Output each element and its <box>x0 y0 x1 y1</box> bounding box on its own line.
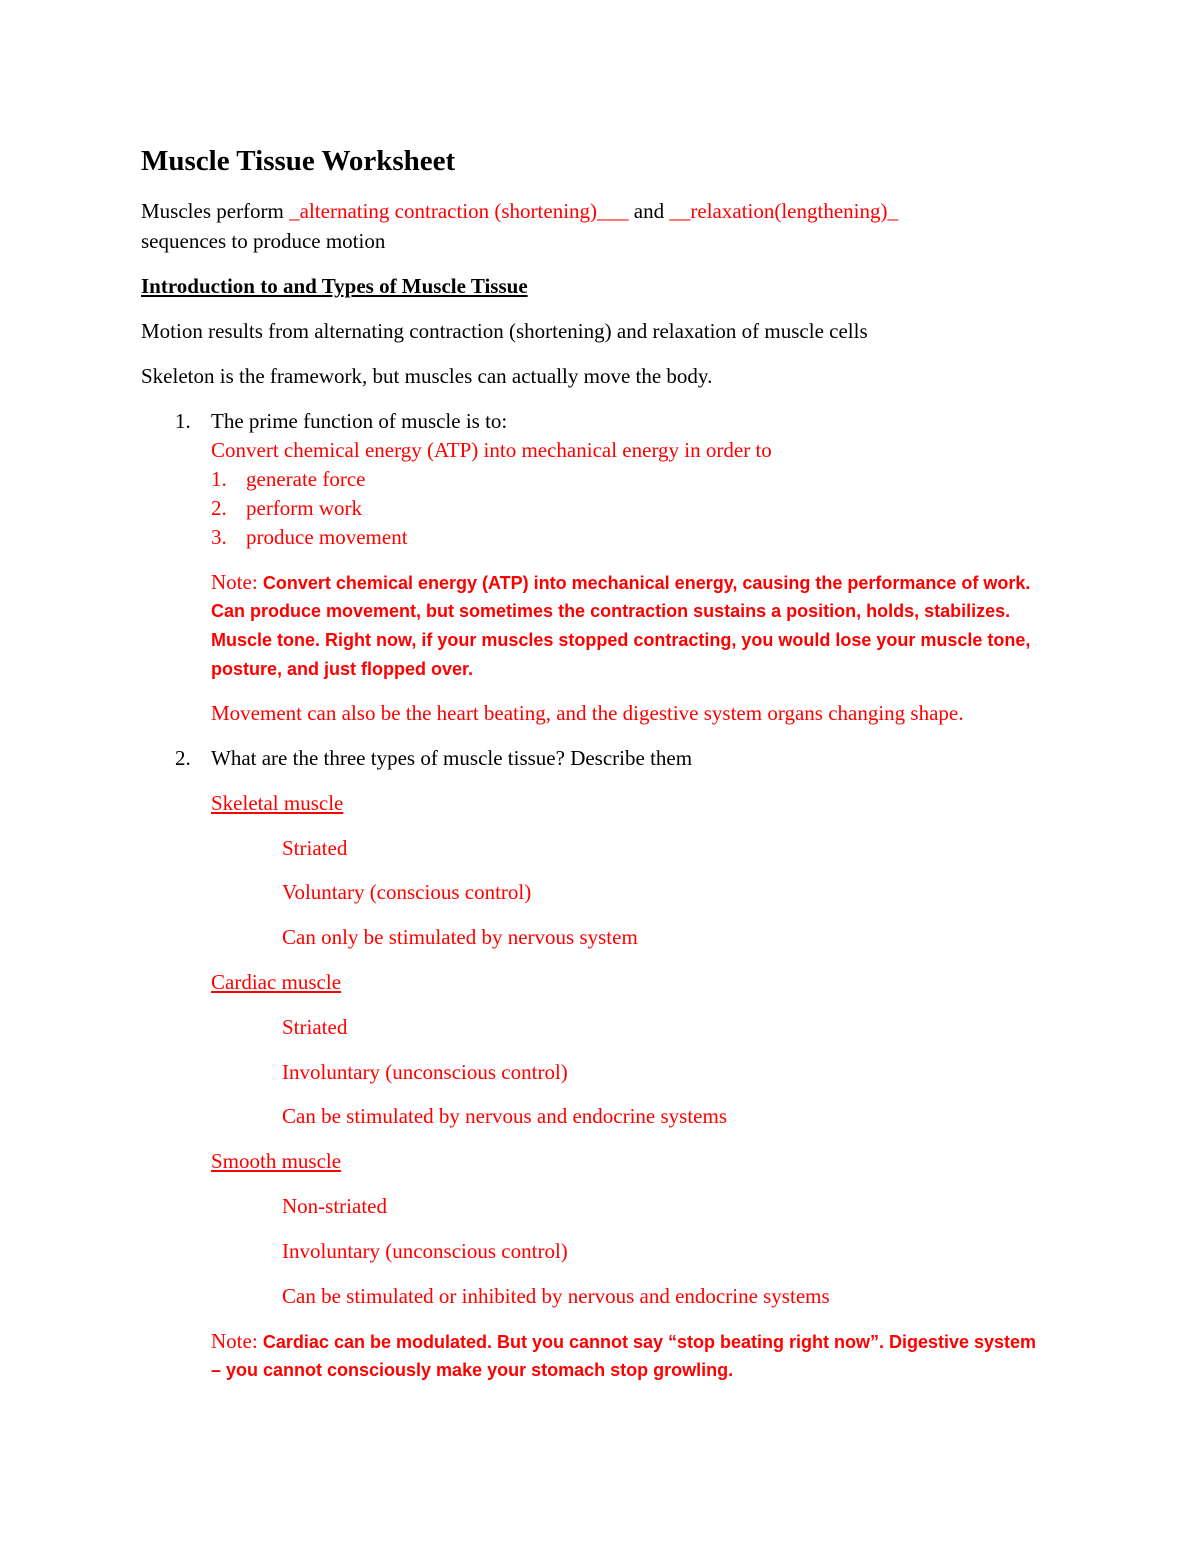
muscle-trait: Striated <box>282 836 348 860</box>
muscle-trait: Voluntary (conscious control) <box>282 880 532 904</box>
muscle-trait: Striated <box>282 1015 348 1039</box>
intro-middle: and <box>628 199 670 223</box>
muscle-trait: Can only be stimulated by nervous system <box>282 925 638 949</box>
note-2-line <box>211 1328 1036 1355</box>
question-1-text: The prime function of muscle is to: <box>211 409 508 433</box>
muscle-type-skeletal: Skeletal muscle <box>211 791 344 815</box>
note-2-line: – you cannot consciously make your stomach stop growling. <box>211 1360 734 1380</box>
note-2-label: Note: <box>211 1329 263 1353</box>
muscle-trait: Involuntary (unconscious control) <box>282 1060 568 1084</box>
sub-item-text: perform work <box>246 496 363 520</box>
muscle-trait: Non-striated <box>282 1194 387 1218</box>
paragraph-skeleton: Skeleton is the framework, but muscles can actually move the body. <box>141 364 713 388</box>
section-heading: Introduction to and Types of Muscle Tissue <box>141 274 528 298</box>
question-1-number: 1. <box>175 409 191 433</box>
question-2-text: What are the three types of muscle tissue? Describe them <box>211 746 693 770</box>
sub-item-number: 2. <box>211 496 227 520</box>
intro-line-1 <box>141 198 898 224</box>
note-2-text: Cardiac can be modulated. But you cannot say “stop beating right now”. Digestive system <box>262 1332 1037 1352</box>
note-1-label: Note: <box>211 570 263 594</box>
muscle-trait: Can be stimulated or inhibited by nervous and endocrine systems <box>282 1284 830 1308</box>
note-1-line: Muscle tone. Right now, if your muscles stopped contracting, you would lose your muscle tone, <box>211 630 1031 650</box>
note-1-line <box>211 569 1030 596</box>
question-2-number: 2. <box>175 746 191 770</box>
muscle-type-cardiac: Cardiac muscle <box>211 970 342 994</box>
muscle-type-smooth: Smooth muscle <box>211 1149 342 1173</box>
muscle-trait: Can be stimulated by nervous and endocrine systems <box>282 1104 727 1128</box>
sub-item-text: produce movement <box>246 525 408 549</box>
note-1-text: Convert chemical energy (ATP) into mechanical energy, causing the performance of work. <box>262 573 1031 593</box>
intro-blank-1: _alternating contraction (shortening)___ <box>289 199 629 223</box>
question-1-answer: Convert chemical energy (ATP) into mechanical energy in order to <box>211 438 772 462</box>
page-title: Muscle Tissue Worksheet <box>141 145 456 177</box>
note-1-extra: Movement can also be the heart beating, and the digestive system organs changing shape. <box>211 701 964 725</box>
intro-line-2: sequences to produce motion <box>141 229 386 253</box>
note-1-line: posture, and just flopped over. <box>211 659 474 679</box>
muscle-trait: Involuntary (unconscious control) <box>282 1239 568 1263</box>
sub-item-text: generate force <box>246 467 366 491</box>
note-1-line: Can produce movement, but sometimes the contraction sustains a position, holds, stabilizes. <box>211 601 1011 621</box>
sub-item-number: 3. <box>211 525 227 549</box>
intro-blank-2: __relaxation(lengthening)_ <box>669 199 898 223</box>
sub-item-number: 1. <box>211 467 227 491</box>
paragraph-motion: Motion results from alternating contraction (shortening) and relaxation of muscle cells <box>141 319 868 343</box>
intro-prefix: Muscles perform <box>141 199 290 223</box>
